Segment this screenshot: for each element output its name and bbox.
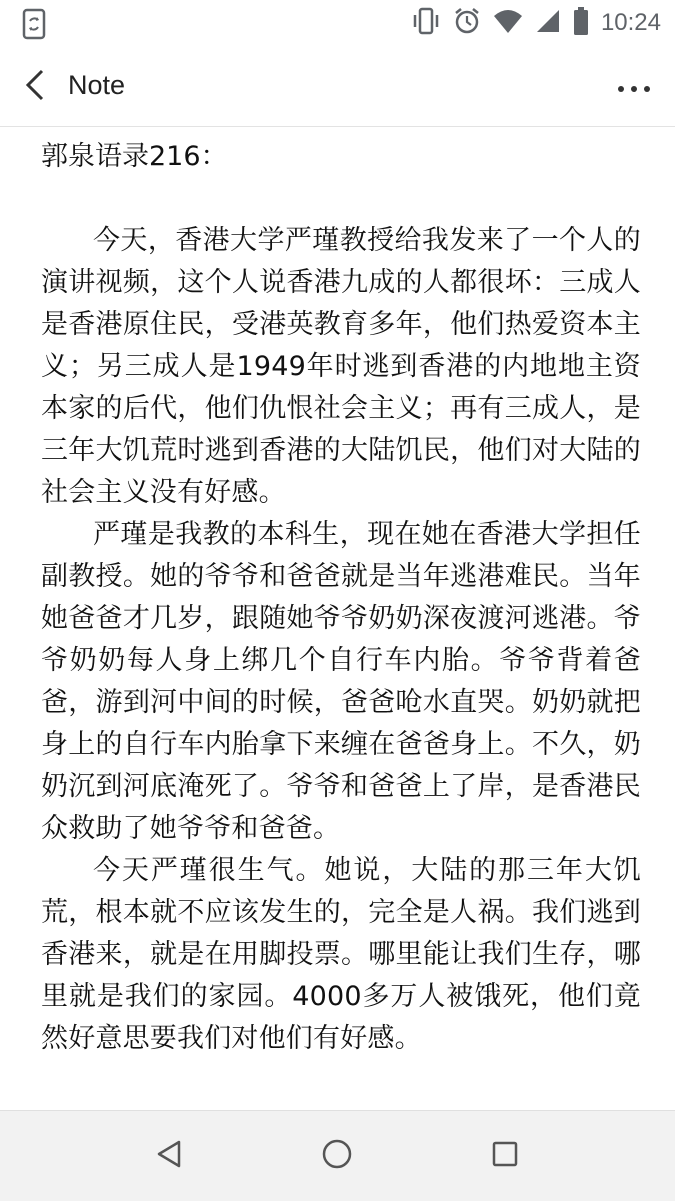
- app-bar: [0, 48, 675, 127]
- back-button[interactable]: [14, 66, 56, 108]
- note-paragraph: 严瑾是我教的本科生，现在她在香港大学担任副教授。她的爷爷和爸爸就是当年逃港难民。当年她爸爸才几岁，跟随她爷爷奶奶深夜渡河逃港。爷爷奶奶每人身上绑几个自行车内胎。爷爷背着爸爸，游到河中间的时候，爸爸呛水直哭。奶奶就把身上的自行车内胎拿下来缠在爸爸身上。不久，奶奶沉到河底淹死了。爷爷和爸爸上了岸，是香港民众救助了她爷爷和爸爸。: [41, 519, 641, 844]
- app-title: Note: [68, 70, 126, 100]
- wifi-icon: [493, 8, 523, 38]
- nav-recents-button[interactable]: [482, 1133, 528, 1179]
- more-options-button[interactable]: [611, 66, 657, 108]
- note-content: [41, 128, 641, 1110]
- navigation-bar: [0, 1110, 675, 1201]
- more-options-icon: [617, 78, 651, 97]
- note-paragraph: 今天严瑾很生气。她说，大陆的那三年大饥荒，根本就不应该发生的，完全是人祸。我们逃到香港来，就是在用脚投票。哪里能让我们生存，哪里就是我们的家园。4000多万人被饿死，他们竟然好意思要我们对他们有好感。: [41, 855, 641, 1054]
- back-triangle-icon: [155, 1139, 183, 1173]
- recents-square-icon: [491, 1140, 519, 1172]
- phone-sync-icon: [22, 8, 46, 44]
- blank-line: [41, 178, 641, 220]
- note-title: 郭泉语录216：: [41, 141, 228, 172]
- vibrate-icon: [411, 7, 441, 39]
- battery-icon: [573, 6, 589, 40]
- status-time: 10:24: [600, 9, 661, 36]
- status-bar: [0, 0, 675, 48]
- signal-icon: [535, 8, 561, 38]
- nav-home-button[interactable]: [314, 1133, 360, 1179]
- home-circle-icon: [321, 1138, 353, 1174]
- nav-back-button[interactable]: [146, 1133, 192, 1179]
- back-arrow-icon: [24, 69, 46, 105]
- alarm-icon: [453, 7, 481, 39]
- note-paragraph: 今天，香港大学严瑾教授给我发来了一个人的演讲视频，这个人说香港九成的人都很坏：三成人是香港原住民，受港英教育多年，他们热爱资本主义；另三成人是1949年时逃到香港的内地地主资本家的后代，他们仇恨社会主义；再有三成人，是三年大饥荒时逃到香港的大陆饥民，他们对大陆的社会主义没有好感。: [41, 225, 641, 508]
